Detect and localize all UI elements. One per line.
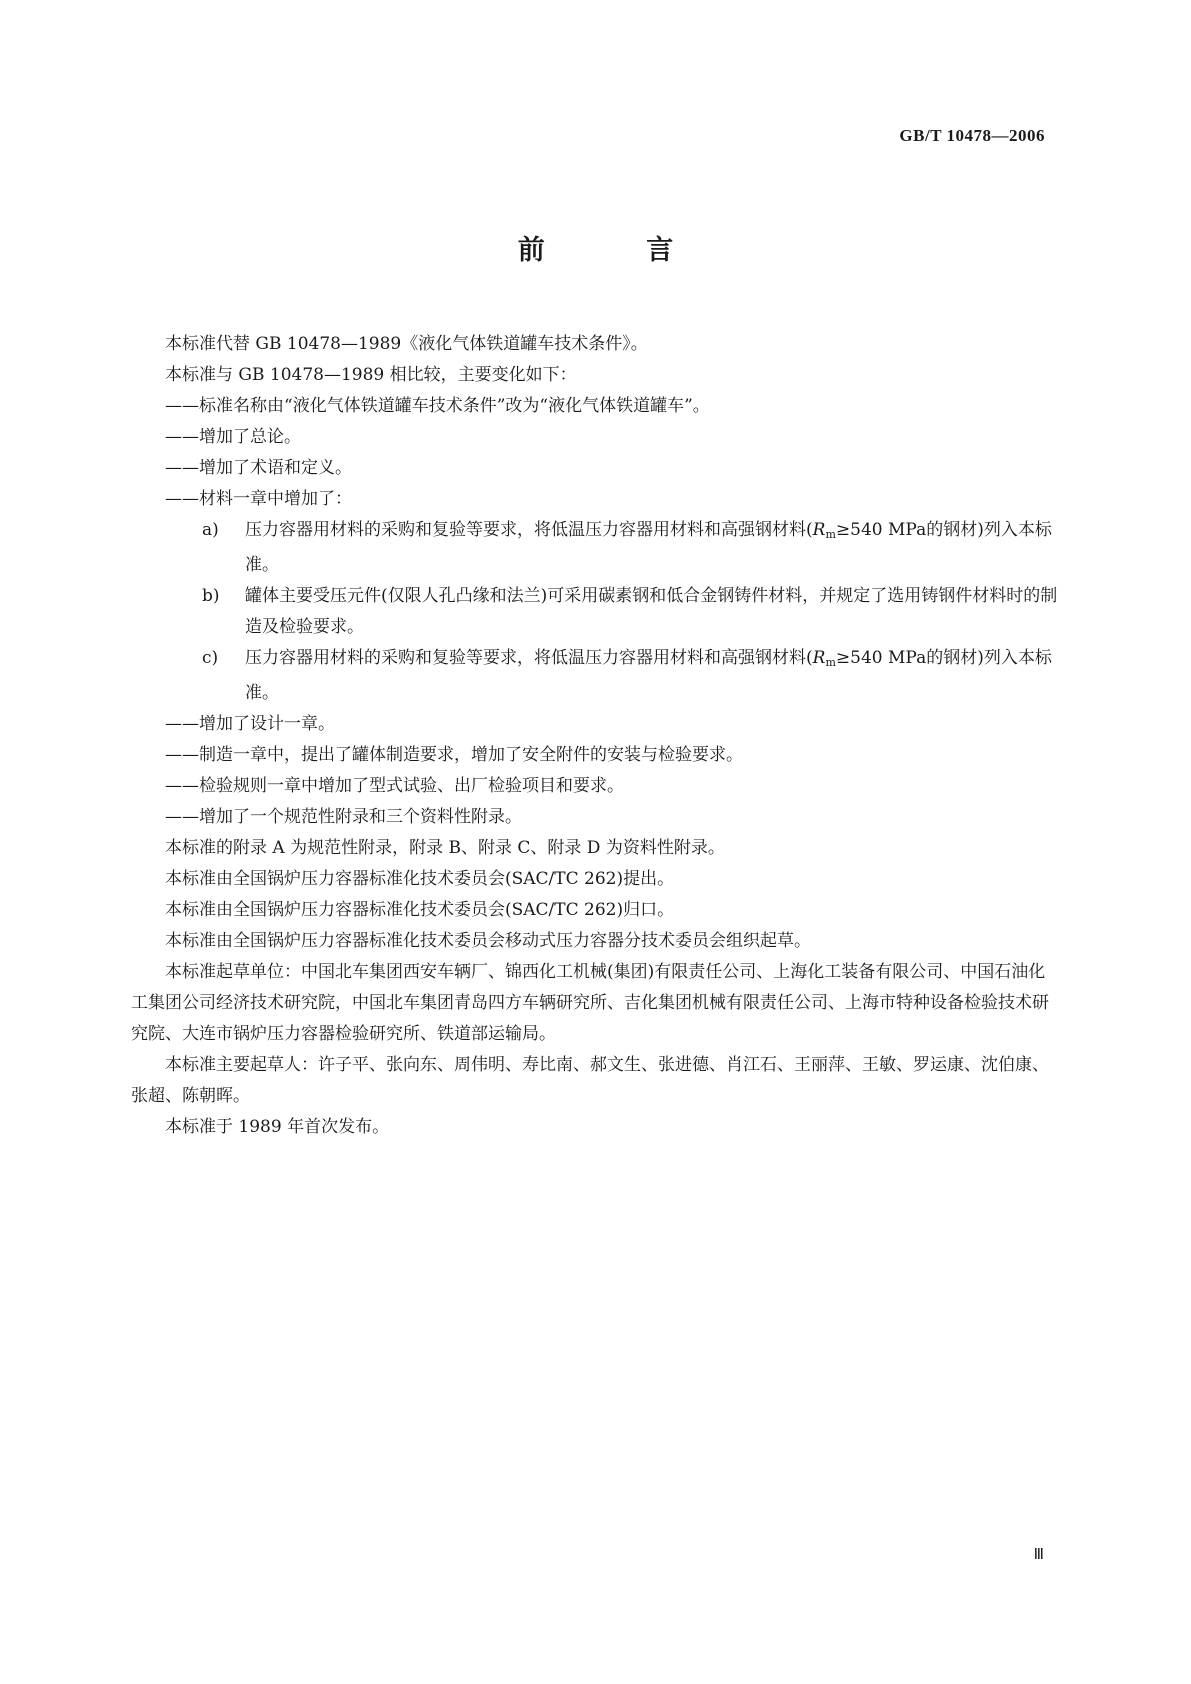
- sub-item-label: a): [202, 520, 219, 540]
- change-item-terms: ——增加了术语和定义。: [165, 458, 352, 478]
- sub-item-b: [131, 581, 1061, 643]
- page-number: Ⅲ: [1033, 1547, 1044, 1563]
- sub-item-a: [131, 515, 1061, 581]
- sub-item-text-cont: ≥540 MPa的钢材)列入本标准。: [245, 520, 1052, 575]
- paragraph-proposed-by: 本标准由全国锅炉压力容器标准化技术委员会(SAC/TC 262)提出。: [165, 869, 675, 889]
- symbol-subscript: m: [825, 656, 836, 669]
- paragraph-replaces: 本标准代替 GB 10478—1989《液化气体铁道罐车技术条件》。: [165, 334, 648, 354]
- change-item-general: ——增加了总论。: [165, 427, 301, 447]
- sub-item-text: 罐体主要受压元件(仅限人孔凸缘和法兰)可采用碳素钢和低合金钢铸件材料，并规定了选用铸钢件材料时的制造及检验要求。: [245, 586, 1058, 637]
- change-item-name: ——标准名称由“液化气体铁道罐车技术条件”改为“液化气体铁道罐车”。: [165, 396, 710, 416]
- sub-item-text-cont: ≥540 MPa的钢材)列入本标准。: [245, 648, 1052, 703]
- sub-item-text: 压力容器用材料的采购和复验等要求，将低温压力容器用材料和高强钢材料(: [245, 648, 813, 668]
- change-item-annex: ——增加了一个规范性附录和三个资料性附录。: [165, 807, 522, 827]
- paragraph-annex: 本标准的附录 A 为规范性附录，附录 B、附录 C、附录 D 为资料性附录。: [165, 838, 725, 858]
- paragraph-drafted-by: 本标准由全国锅炉压力容器标准化技术委员会移动式压力容器分技术委员会组织起草。: [165, 931, 811, 951]
- paragraph-changes-intro: 本标准与 GB 10478—1989 相比较，主要变化如下：: [165, 365, 577, 385]
- change-item-materials: ——材料一章中增加了：: [165, 489, 352, 509]
- page-title: 前 言: [517, 235, 720, 266]
- sub-item-c: [131, 643, 1061, 709]
- sub-item-label: c): [202, 648, 219, 668]
- sub-item-text: 压力容器用材料的采购和复验等要求，将低温压力容器用材料和高强钢材料(: [245, 520, 813, 540]
- sub-item-label: b): [202, 586, 220, 606]
- change-item-inspection: ——检验规则一章中增加了型式试验、出厂检验项目和要求。: [165, 776, 624, 796]
- paragraph-first-issue: 本标准于 1989 年首次发布。: [165, 1117, 390, 1137]
- paragraph-drafting-units: 本标准起草单位：中国北车集团西安车辆厂、锦西化工机械(集团)有限责任公司、上海化工装备有限公司、中国石油化工集团公司经济技术研究院，中国北车集团青岛四方车辆研究所、吉化集团机械有限责任公司、上海市特种设备检验技术研究院、大连市锅炉压力容器检验研究所、铁道部运输局。: [131, 962, 1049, 1044]
- change-item-manufacture: ——制造一章中，提出了罐体制造要求，增加了安全附件的安装与检验要求。: [165, 745, 743, 765]
- paragraph-under-jurisdiction: 本标准由全国锅炉压力容器标准化技术委员会(SAC/TC 262)归口。: [165, 900, 675, 920]
- paragraph-drafters: 本标准主要起草人：许子平、张向东、周伟明、寿比南、郝文生、张进德、肖江石、王丽萍、王敏、罗运康、沈伯康、张超、陈朝晖。: [131, 1055, 1049, 1106]
- change-item-design: ——增加了设计一章。: [165, 714, 335, 734]
- foreword-body: [131, 329, 1061, 1143]
- symbol-r: R: [812, 648, 826, 668]
- standard-code: GB/T 10478—2006: [899, 126, 1045, 145]
- symbol-subscript: m: [825, 528, 836, 541]
- symbol-r: R: [812, 520, 826, 540]
